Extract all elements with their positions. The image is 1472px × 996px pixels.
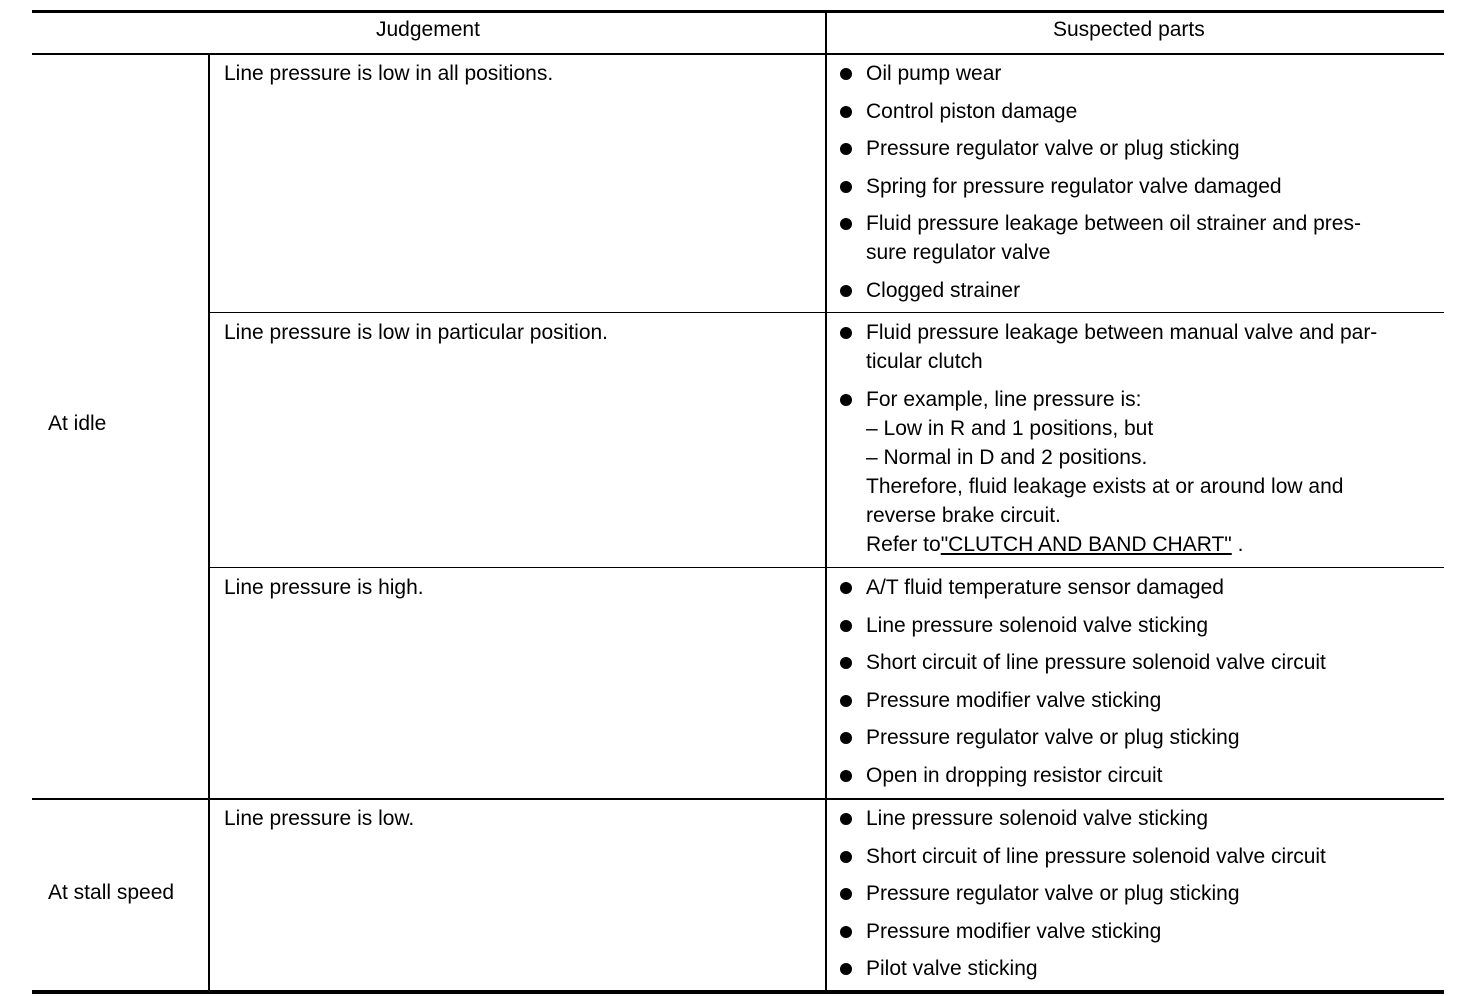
list-item xyxy=(840,842,1326,871)
list-item xyxy=(840,59,1361,88)
refer-line xyxy=(866,530,1377,559)
part-line: Pilot valve sticking xyxy=(866,957,1038,980)
list-item xyxy=(840,804,1326,833)
bullet-icon xyxy=(840,327,852,339)
bullet-icon xyxy=(840,695,852,707)
clutch-band-chart-link[interactable]: "CLUTCH AND BAND CHART" xyxy=(940,532,1232,556)
col-divider-left xyxy=(208,55,210,990)
part-line: Oil pump wear xyxy=(866,62,1002,85)
list-item xyxy=(840,954,1326,983)
parts-list-row4 xyxy=(840,804,1326,992)
bullet-icon xyxy=(840,394,852,406)
bullet-icon xyxy=(840,68,852,80)
part-line: Therefore, fluid leakage exists at or around low and xyxy=(866,474,1344,498)
part-line: – Low in R and 1 positions, but xyxy=(866,416,1154,440)
parts-list-row3 xyxy=(840,573,1326,798)
judgement-row2: Line pressure is low in particular position. xyxy=(224,321,609,344)
group-label-at-stall-speed: At stall speed xyxy=(48,881,175,904)
bullet-icon xyxy=(840,181,852,193)
part-line: A/T fluid temperature sensor damaged xyxy=(866,576,1224,599)
list-item xyxy=(840,318,1377,376)
part-line: Fluid pressure leakage between manual valve and par- xyxy=(866,321,1378,344)
part-line: Short circuit of line pressure solenoid valve circuit xyxy=(866,651,1326,674)
list-item xyxy=(840,134,1361,163)
bullet-icon xyxy=(840,106,852,118)
header-rule xyxy=(32,53,1444,55)
judgement-row3: Line pressure is high. xyxy=(224,576,424,599)
header-judgement: Judgement xyxy=(376,18,480,41)
bullet-icon xyxy=(840,770,852,782)
bullet-icon xyxy=(840,582,852,594)
parts-list-row2 xyxy=(840,318,1377,567)
part-line: sure regulator valve xyxy=(866,241,1051,264)
parts-list-row1 xyxy=(840,59,1361,313)
part-line: Pressure regulator valve or plug sticking xyxy=(866,137,1240,160)
part-line: Pressure modifier valve sticking xyxy=(866,688,1162,712)
list-item xyxy=(840,276,1361,305)
part-line: Control piston damage xyxy=(866,99,1078,123)
list-item xyxy=(840,879,1326,908)
bullet-icon xyxy=(840,963,852,975)
bullet-icon xyxy=(840,143,852,155)
bullet-icon xyxy=(840,657,852,669)
judgement-row4: Line pressure is low. xyxy=(224,807,415,830)
part-line: – Normal in D and 2 positions. xyxy=(866,445,1148,469)
part-line: Short circuit of line pressure solenoid valve circuit xyxy=(866,844,1326,868)
judgement-row1: Line pressure is low in all positions. xyxy=(224,62,554,85)
bullet-icon xyxy=(840,732,852,744)
refer-suffix: . xyxy=(1231,532,1244,556)
part-line: Clogged strainer xyxy=(866,278,1021,302)
list-item xyxy=(840,611,1326,640)
bullet-icon xyxy=(840,218,852,230)
list-item xyxy=(840,172,1361,201)
header-suspected-parts: Suspected parts xyxy=(1053,18,1205,41)
part-line: Spring for pressure regulator valve damaged xyxy=(866,174,1282,198)
part-line: Line pressure solenoid valve sticking xyxy=(866,613,1209,637)
bullet-icon xyxy=(840,813,852,825)
bullet-icon xyxy=(840,926,852,938)
group-rule xyxy=(32,798,1444,800)
list-item xyxy=(840,761,1326,790)
list-item xyxy=(840,573,1326,602)
list-item xyxy=(840,917,1326,946)
bullet-icon xyxy=(840,888,852,900)
bullet-icon xyxy=(840,851,852,863)
list-item xyxy=(840,209,1361,267)
part-line: Pressure modifier valve sticking xyxy=(866,919,1162,943)
group-label-at-idle: At idle xyxy=(48,412,107,435)
list-item xyxy=(840,723,1326,752)
part-line: Open in dropping resistor circuit xyxy=(866,763,1163,787)
part-line: For example, line pressure is: xyxy=(866,387,1142,411)
part-line: Line pressure solenoid valve sticking xyxy=(866,807,1209,830)
part-line: Fluid pressure leakage between oil strainer and pres- xyxy=(866,212,1361,235)
part-line: Pressure regulator valve or plug sticking xyxy=(866,882,1240,905)
part-line: ticular clutch xyxy=(866,350,983,373)
list-item xyxy=(840,385,1377,559)
bullet-icon xyxy=(840,620,852,632)
top-rule xyxy=(32,10,1444,13)
part-line: Pressure regulator valve or plug sticking xyxy=(866,726,1240,749)
part-line: reverse brake circuit. xyxy=(866,503,1061,527)
refer-prefix: Refer to xyxy=(866,532,941,556)
list-item xyxy=(840,648,1326,677)
bullet-icon xyxy=(840,285,852,297)
col-divider-right xyxy=(825,13,827,990)
list-item xyxy=(840,97,1361,126)
list-item xyxy=(840,686,1326,715)
